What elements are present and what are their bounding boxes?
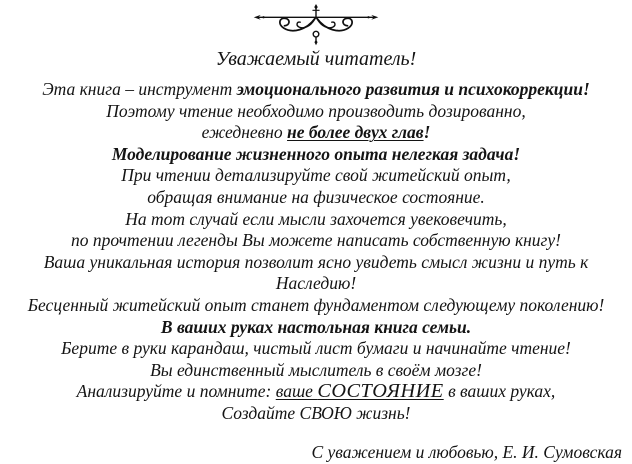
text-segment: по прочтении легенды Вы можете написать собственную книгу! (71, 230, 561, 251)
text-line (4, 273, 628, 295)
text-line (4, 79, 628, 101)
text-segment: В ваших руках настольная книга семьи. (160, 316, 472, 337)
text-segment: Анализируйте и помните: (76, 381, 276, 402)
signature-line: С уважением и любовью, Е. И. Сумовская (311, 441, 622, 462)
text-segment: Наследию! (275, 273, 357, 294)
page-title: Уважаемый читатель! (215, 48, 417, 70)
text-segment: Ваша уникальная история позволит ясно увидеть смысл жизни и путь к (43, 251, 589, 272)
text-segment: Берите в руки карандаш, чистый лист бумаги и начинайте чтение! (61, 338, 571, 359)
text-segment: Поэтому чтение необходимо производить дозированно, (106, 100, 526, 121)
text-segment: ежедневно (201, 122, 288, 143)
text-line (4, 403, 628, 425)
text-segment: Создайте СВОЮ жизнь! (221, 402, 411, 423)
text-segment: ! (423, 122, 431, 143)
text-segment: Моделирование жизненного опыта нелегкая задача! (111, 143, 521, 164)
preface-page (0, 4, 632, 464)
text-line (4, 122, 628, 144)
text-line (4, 165, 628, 187)
text-segment: обращая внимание на физическое состояние. (147, 186, 485, 207)
text-line (4, 144, 628, 166)
text-segment: не более двух глав (287, 122, 424, 143)
text-segment: Вы единственный мыслитель в своём мозге! (150, 359, 482, 380)
preface-text (0, 79, 632, 425)
text-segment: На тот случай если мысли захочется увековечить, (125, 208, 507, 229)
flourish-divider-icon (253, 4, 379, 46)
text-line (4, 209, 628, 231)
text-line (4, 252, 628, 274)
text-line (4, 360, 628, 382)
text-segment: Эта книга – инструмент (42, 79, 237, 99)
text-line (4, 101, 628, 123)
text-segment: СОСТОЯНИЕ (317, 380, 444, 403)
text-line (4, 230, 628, 252)
text-line (4, 381, 628, 403)
text-segment: При чтении детализируйте свой житейский опыт, (121, 165, 511, 186)
text-segment: в ваших руках, (443, 381, 556, 402)
text-line (4, 187, 628, 209)
text-segment: ваше (275, 381, 318, 402)
text-segment: эмоционального развития и психокоррекции! (236, 79, 590, 99)
text-segment: Бесценный житейский опыт станет фундаментом следующему поколению! (27, 294, 605, 315)
text-line (4, 295, 628, 317)
text-line (4, 317, 628, 339)
text-line (4, 338, 628, 360)
